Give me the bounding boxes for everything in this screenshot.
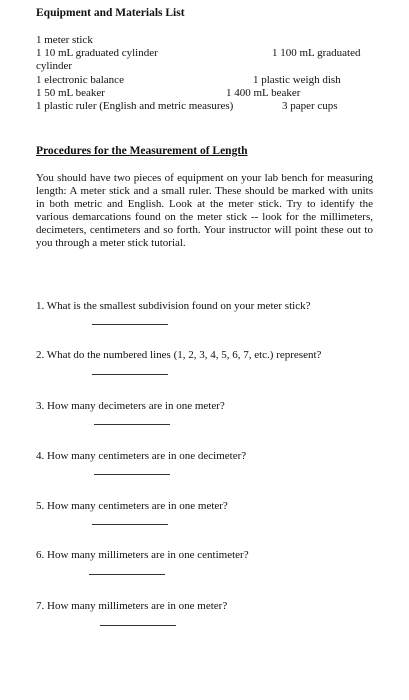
material-meter-stick: 1 meter stick <box>36 34 93 46</box>
answer-blank-5[interactable] <box>92 524 168 525</box>
answer-blank-1[interactable] <box>92 324 168 325</box>
question-6: 6. How many millimeters are in one centimeter? <box>36 549 249 561</box>
question-2: 2. What do the numbered lines (1, 2, 3, 4, 5, 6, 7, etc.) represent? <box>36 349 322 361</box>
answer-blank-6[interactable] <box>89 574 165 575</box>
material-electronic-balance: 1 electronic balance <box>36 74 124 86</box>
procedures-paragraph: You should have two pieces of equipment on your lab bench for measuring length: A meter stick and a small ruler. These should be marked with units in both metric and English. Look at the meter stick. Try to identify the various demarcations found on the meter stick -- look for the millimeters, decimeters, centimeters and so forth. Your instructor will point these out to you through a meter stick tutorial. <box>36 172 373 249</box>
material-paper-cups: 3 paper cups <box>282 100 338 112</box>
material-50ml-beaker: 1 50 mL beaker <box>36 87 105 99</box>
material-10ml-cylinder: 1 10 mL graduated cylinder <box>36 47 158 59</box>
question-3: 3. How many decimeters are in one meter? <box>36 400 225 412</box>
material-plastic-ruler: 1 plastic ruler (English and metric measures) <box>36 100 234 112</box>
material-100ml-cylinder: 1 100 mL graduated <box>272 47 361 59</box>
question-4: 4. How many centimeters are in one decimeter? <box>36 450 247 462</box>
answer-blank-7[interactable] <box>100 625 176 626</box>
material-cylinder-continued: cylinder <box>36 60 73 72</box>
question-1: 1. What is the smallest subdivision found on your meter stick? <box>36 300 311 312</box>
answer-blank-3[interactable] <box>94 424 170 425</box>
question-5: 5. How many centimeters are in one meter? <box>36 500 228 512</box>
material-400ml-beaker: 1 400 mL beaker <box>226 87 301 99</box>
page-title: Equipment and Materials List <box>36 7 185 19</box>
material-weigh-dish: 1 plastic weigh dish <box>253 74 341 86</box>
answer-blank-4[interactable] <box>94 474 170 475</box>
answer-blank-2[interactable] <box>92 374 168 375</box>
procedures-heading: Procedures for the Measurement of Length <box>36 145 248 157</box>
question-7: 7. How many millimeters are in one meter? <box>36 600 228 612</box>
